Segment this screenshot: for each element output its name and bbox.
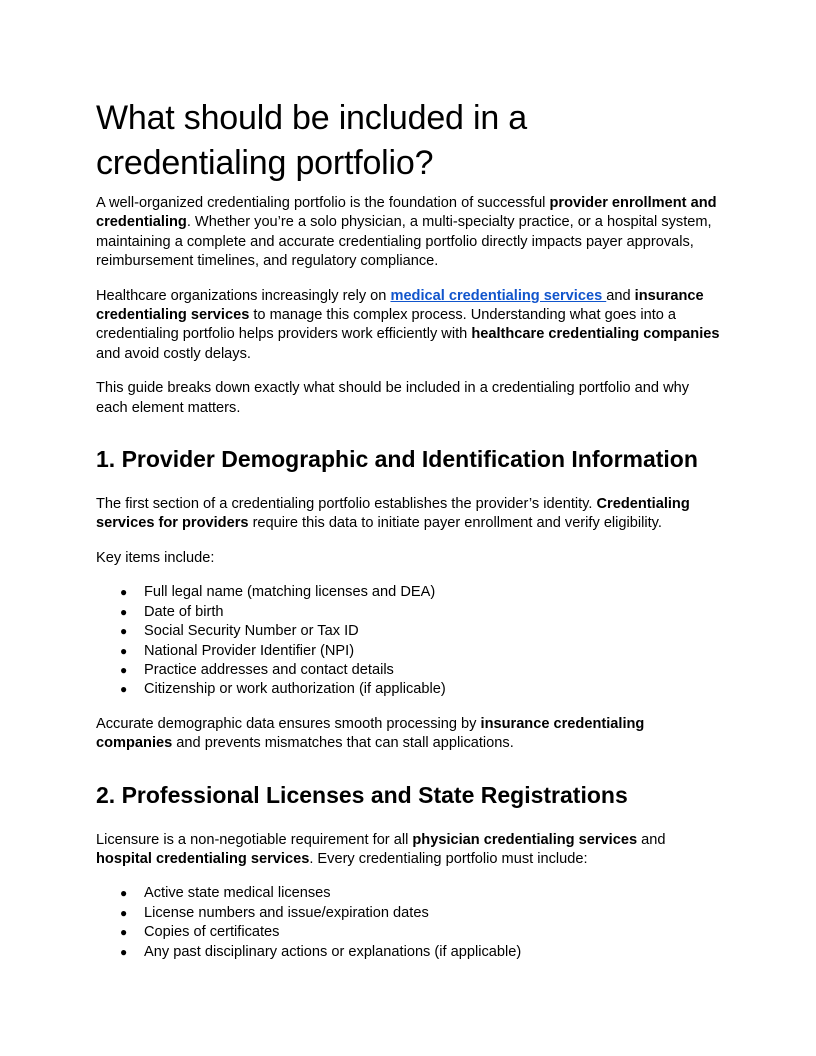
list-item xyxy=(96,642,724,661)
bold-term: insurance credentialing companies xyxy=(96,715,645,752)
list-item-text: Full legal name (matching licenses and DEA) xyxy=(144,584,436,601)
text-run: and xyxy=(606,287,635,304)
text-run: require this data to initiate payer enrollment and verify eligibility. xyxy=(248,515,662,532)
bold-term: physician credentialing services xyxy=(412,831,638,848)
list-item xyxy=(96,904,724,923)
list-item-text: Any past disciplinary actions or explanations (if applicable) xyxy=(144,943,522,960)
bold-term: provider enrollment and credentialing xyxy=(96,195,717,231)
section-1-paragraph-1 xyxy=(96,495,724,534)
text-run: and prevents mismatches that can stall applications. xyxy=(172,735,514,752)
bold-term: hospital credentialing services xyxy=(96,850,310,867)
intro-paragraph-3: This guide breaks down exactly what should be included in a credentialing portfolio and why each element matters. xyxy=(96,380,690,416)
list-item-text: Date of birth xyxy=(144,603,224,620)
section-2-heading: 2. Professional Licenses and State Registrations xyxy=(96,781,628,808)
section-1-heading: 1. Provider Demographic and Identification Information xyxy=(96,446,698,473)
bullet-icon: ● xyxy=(120,662,128,677)
key-items-label: Key items include: xyxy=(96,549,215,566)
bullet-icon: ● xyxy=(120,643,128,658)
text-run: The first section of a credentialing portfolio establishes the provider’s identity. xyxy=(96,496,597,513)
text-run: A well-organized credentialing portfolio is the foundation of successful xyxy=(96,195,550,211)
text-run: Accurate demographic data ensures smooth processing by xyxy=(96,715,481,732)
list-item xyxy=(96,661,724,680)
list-item xyxy=(96,583,724,602)
bullet-icon: ● xyxy=(120,624,128,639)
list-item xyxy=(96,923,724,942)
text-run: Licensure is a non-negotiable requirement for all xyxy=(96,831,413,848)
list-item xyxy=(96,884,724,903)
bullet-icon: ● xyxy=(120,585,128,600)
bold-term: insurance credentialing services xyxy=(96,287,704,324)
text-run: Healthcare organizations increasingly rely on xyxy=(96,287,391,304)
section-2-list xyxy=(96,884,724,962)
list-item-text: Citizenship or work authorization (if applicable) xyxy=(144,681,446,698)
bold-term: healthcare credentialing companies xyxy=(471,326,720,343)
bullet-icon: ● xyxy=(120,886,128,901)
bullet-icon: ● xyxy=(120,682,128,697)
list-item-text: Copies of certificates xyxy=(144,924,280,941)
intro-paragraph-2 xyxy=(96,287,724,365)
document-page xyxy=(96,96,724,977)
intro-paragraph-1 xyxy=(96,194,724,272)
text-run: to manage this complex process. Understanding what goes into a credentialing portfolio helps providers work efficiently with xyxy=(96,307,677,343)
section-2-paragraph-1 xyxy=(96,831,724,870)
medical-credentialing-link[interactable]: medical credentialing services xyxy=(390,287,607,304)
list-item xyxy=(96,680,724,699)
text-run: . Whether you’re a solo physician, a multi-specialty practice, or a hospital system, maintaining a complete and accurate credentialing portfolio directly impacts payer approvals, reimbursement timelines, and regulatory compliance. xyxy=(96,214,712,270)
section-1-paragraph-2 xyxy=(96,715,724,754)
list-item xyxy=(96,603,724,622)
list-item-text: Active state medical licenses xyxy=(144,885,331,902)
bullet-icon: ● xyxy=(120,905,128,920)
bullet-icon: ● xyxy=(120,944,128,959)
page-title: What should be included in a credentialing portfolio? xyxy=(96,99,528,182)
section-1-list xyxy=(96,583,724,699)
bold-term: Credentialing services for providers xyxy=(96,496,690,532)
list-item-text: Social Security Number or Tax ID xyxy=(144,623,359,640)
list-item-text: National Provider Identifier (NPI) xyxy=(144,642,355,659)
text-run: . Every credentialing portfolio must include: xyxy=(309,850,588,867)
list-item-text: Practice addresses and contact details xyxy=(144,661,394,678)
bullet-icon: ● xyxy=(120,925,128,940)
text-run: and xyxy=(637,831,666,848)
list-item-text: License numbers and issue/expiration dates xyxy=(144,904,429,921)
list-item xyxy=(96,622,724,641)
list-item xyxy=(96,943,724,962)
bullet-icon: ● xyxy=(120,604,128,619)
text-run: and avoid costly delays. xyxy=(96,345,251,362)
